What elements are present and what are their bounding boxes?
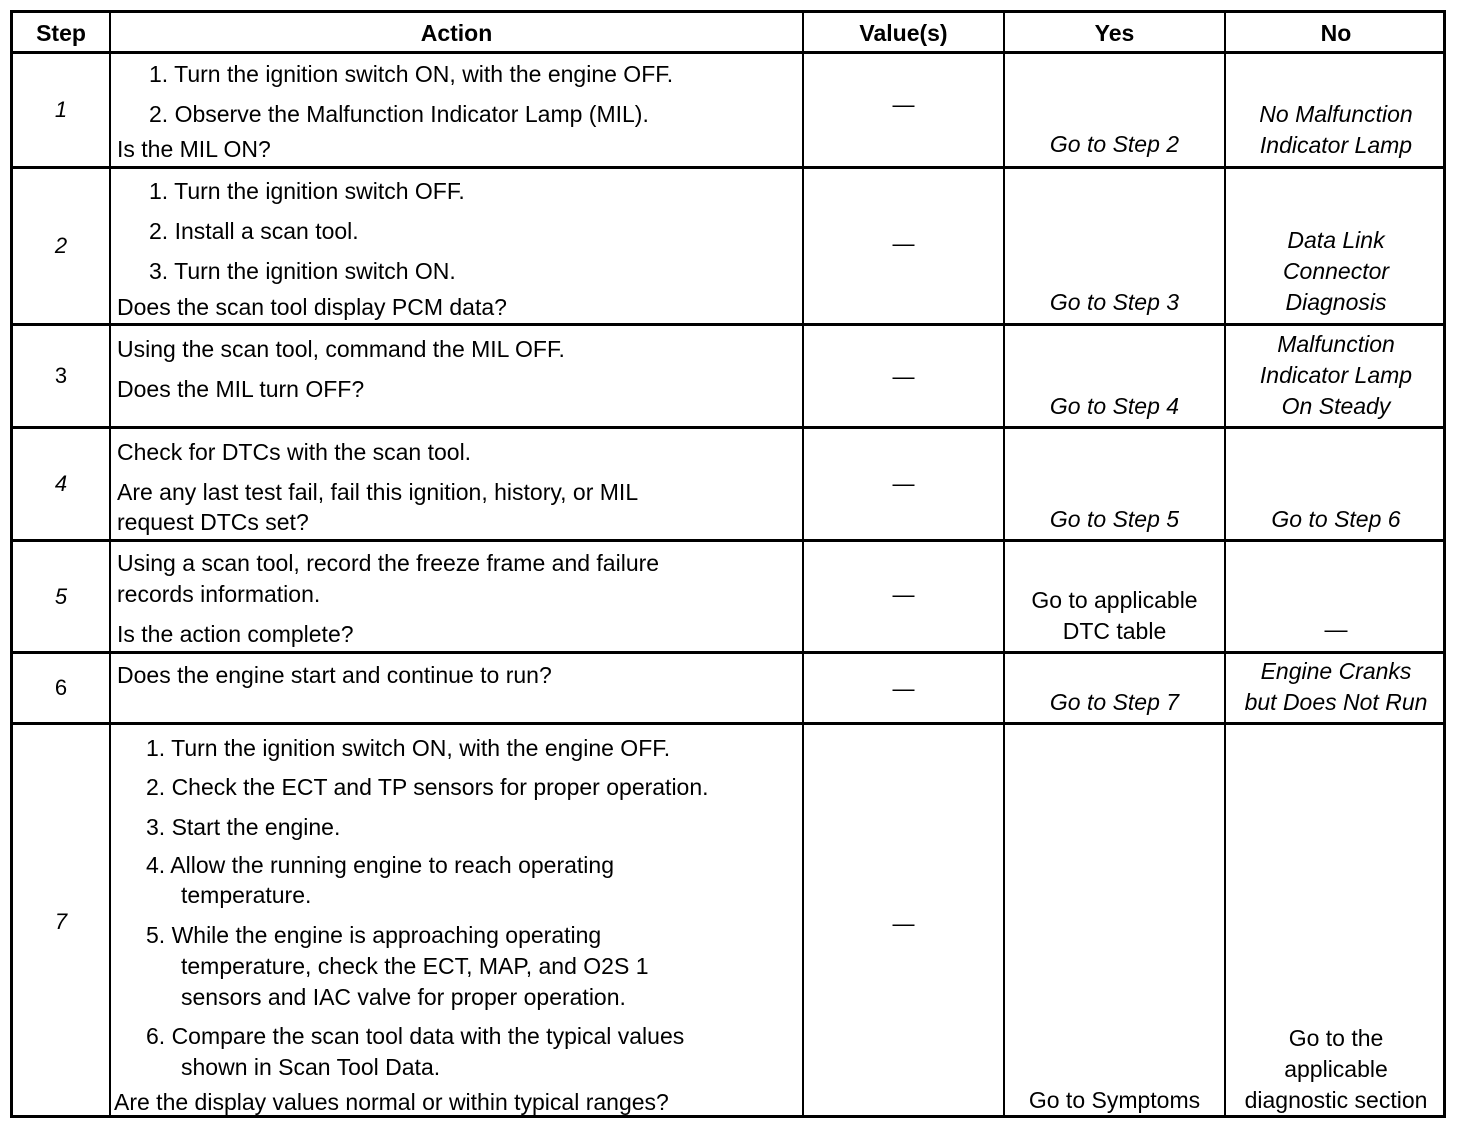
action-line: 4. Allow the running engine to reach operating: [146, 852, 614, 878]
action-line: 3. Turn the ignition switch ON.: [149, 258, 456, 284]
no-cell: [1226, 54, 1446, 166]
yes-text: DTC table: [1062, 618, 1167, 644]
value-text: —: [892, 676, 915, 701]
no-text: applicable: [1284, 1056, 1388, 1082]
action-line: 1. Turn the ignition switch OFF.: [149, 178, 465, 204]
step-number: 5: [54, 583, 68, 609]
action-line: 3. Start the engine.: [146, 814, 341, 840]
no-text: Diagnosis: [1285, 289, 1387, 315]
yes-text: Go to Step 3: [1049, 289, 1180, 315]
action-line: temperature, check the ECT, MAP, and O2S 1: [181, 953, 649, 979]
action-line: temperature.: [181, 882, 312, 908]
no-text: No Malfunction: [1259, 101, 1413, 127]
value-cell: [804, 169, 1003, 323]
value-cell: [804, 429, 1003, 539]
action-question: Are any last test fail, fail this ignition, history, or MIL: [117, 479, 639, 505]
value-text: —: [892, 471, 915, 496]
value-text: —: [892, 364, 915, 389]
header-yes: Yes: [1094, 19, 1135, 46]
header-action: Action: [420, 19, 493, 46]
action-question: Does the engine start and continue to run?: [117, 662, 552, 688]
column-divider: [109, 13, 111, 1115]
step-number: 4: [54, 471, 68, 496]
no-cell: [1226, 326, 1446, 426]
yes-text: Go to Step 2: [1049, 131, 1180, 157]
step-number: 2: [54, 233, 68, 258]
action-question: Does the scan tool display PCM data?: [117, 294, 507, 320]
yes-cell: [1005, 169, 1224, 323]
header-values: Value(s): [859, 19, 948, 46]
no-text: diagnostic section: [1244, 1087, 1428, 1113]
action-question: Is the MIL ON?: [117, 136, 271, 162]
action-line: Check for DTCs with the scan tool.: [117, 439, 472, 465]
no-cell: [1226, 169, 1446, 323]
yes-cell: [1005, 654, 1224, 722]
step-number: 1: [54, 97, 68, 122]
action-question: Is the action complete?: [117, 621, 354, 647]
action-line: 5. While the engine is approaching operating: [146, 922, 602, 948]
action-line: 1. Turn the ignition switch ON, with the engine OFF.: [149, 61, 674, 87]
no-text: Go to Step 6: [1271, 506, 1401, 532]
step-number: 3: [54, 363, 68, 388]
value-text: —: [892, 92, 915, 117]
no-cell: [1226, 542, 1446, 651]
diagnostic-table: [10, 10, 1446, 1118]
no-cell: [1226, 429, 1446, 539]
yes-cell: [1005, 725, 1224, 1118]
yes-cell: [1005, 326, 1224, 426]
yes-cell: [1005, 542, 1224, 651]
yes-cell: [1005, 429, 1224, 539]
action-line: 2. Install a scan tool.: [149, 218, 359, 244]
header-no: No: [1320, 19, 1352, 46]
action-line: Using a scan tool, record the freeze frame and failure: [117, 550, 660, 576]
no-text: Malfunction: [1277, 331, 1395, 357]
step-number: 7: [54, 908, 68, 934]
value-cell: [804, 725, 1003, 1118]
value-text: —: [892, 911, 915, 936]
value-text: —: [892, 582, 915, 607]
value-cell: [804, 654, 1003, 722]
value-cell: [804, 54, 1003, 166]
action-line: 2. Observe the Malfunction Indicator Lamp (MIL).: [149, 101, 649, 127]
action-line: shown in Scan Tool Data.: [181, 1054, 441, 1080]
action-question: Are the display values normal or within typical ranges?: [114, 1089, 669, 1115]
no-text: On Steady: [1281, 393, 1391, 419]
no-text: Engine Cranks: [1260, 658, 1412, 684]
step-number: 6: [54, 675, 68, 700]
no-cell: [1226, 654, 1446, 722]
yes-text: Go to Symptoms: [1028, 1087, 1201, 1113]
action-line: sensors and IAC valve for proper operation.: [181, 984, 626, 1010]
yes-text: Go to Step 4: [1049, 393, 1180, 419]
value-cell: [804, 326, 1003, 426]
no-text: Indicator Lamp: [1259, 362, 1413, 388]
yes-text: Go to Step 5: [1049, 506, 1180, 532]
no-text: Indicator Lamp: [1259, 132, 1413, 158]
value-cell: [804, 542, 1003, 651]
action-line: records information.: [117, 581, 321, 607]
yes-text: Go to Step 7: [1049, 689, 1180, 715]
action-question: request DTCs set?: [117, 509, 309, 535]
value-text: —: [892, 231, 915, 256]
no-text: Go to the: [1288, 1025, 1384, 1051]
no-text: Connector: [1282, 258, 1390, 284]
action-line: 2. Check the ECT and TP sensors for proper operation.: [146, 774, 709, 800]
action-line: 1. Turn the ignition switch ON, with the engine OFF.: [146, 735, 671, 761]
header-step: Step: [36, 19, 86, 46]
no-text: but Does Not Run: [1244, 689, 1428, 715]
yes-cell: [1005, 54, 1224, 166]
no-text: —: [1324, 616, 1348, 642]
action-question: Does the MIL turn OFF?: [117, 376, 365, 402]
action-line: 6. Compare the scan tool data with the typical values: [146, 1023, 685, 1049]
no-cell: [1226, 725, 1446, 1118]
no-text: Data Link: [1287, 227, 1385, 253]
action-line: Using the scan tool, command the MIL OFF.: [117, 336, 565, 362]
yes-text: Go to applicable: [1031, 587, 1198, 613]
